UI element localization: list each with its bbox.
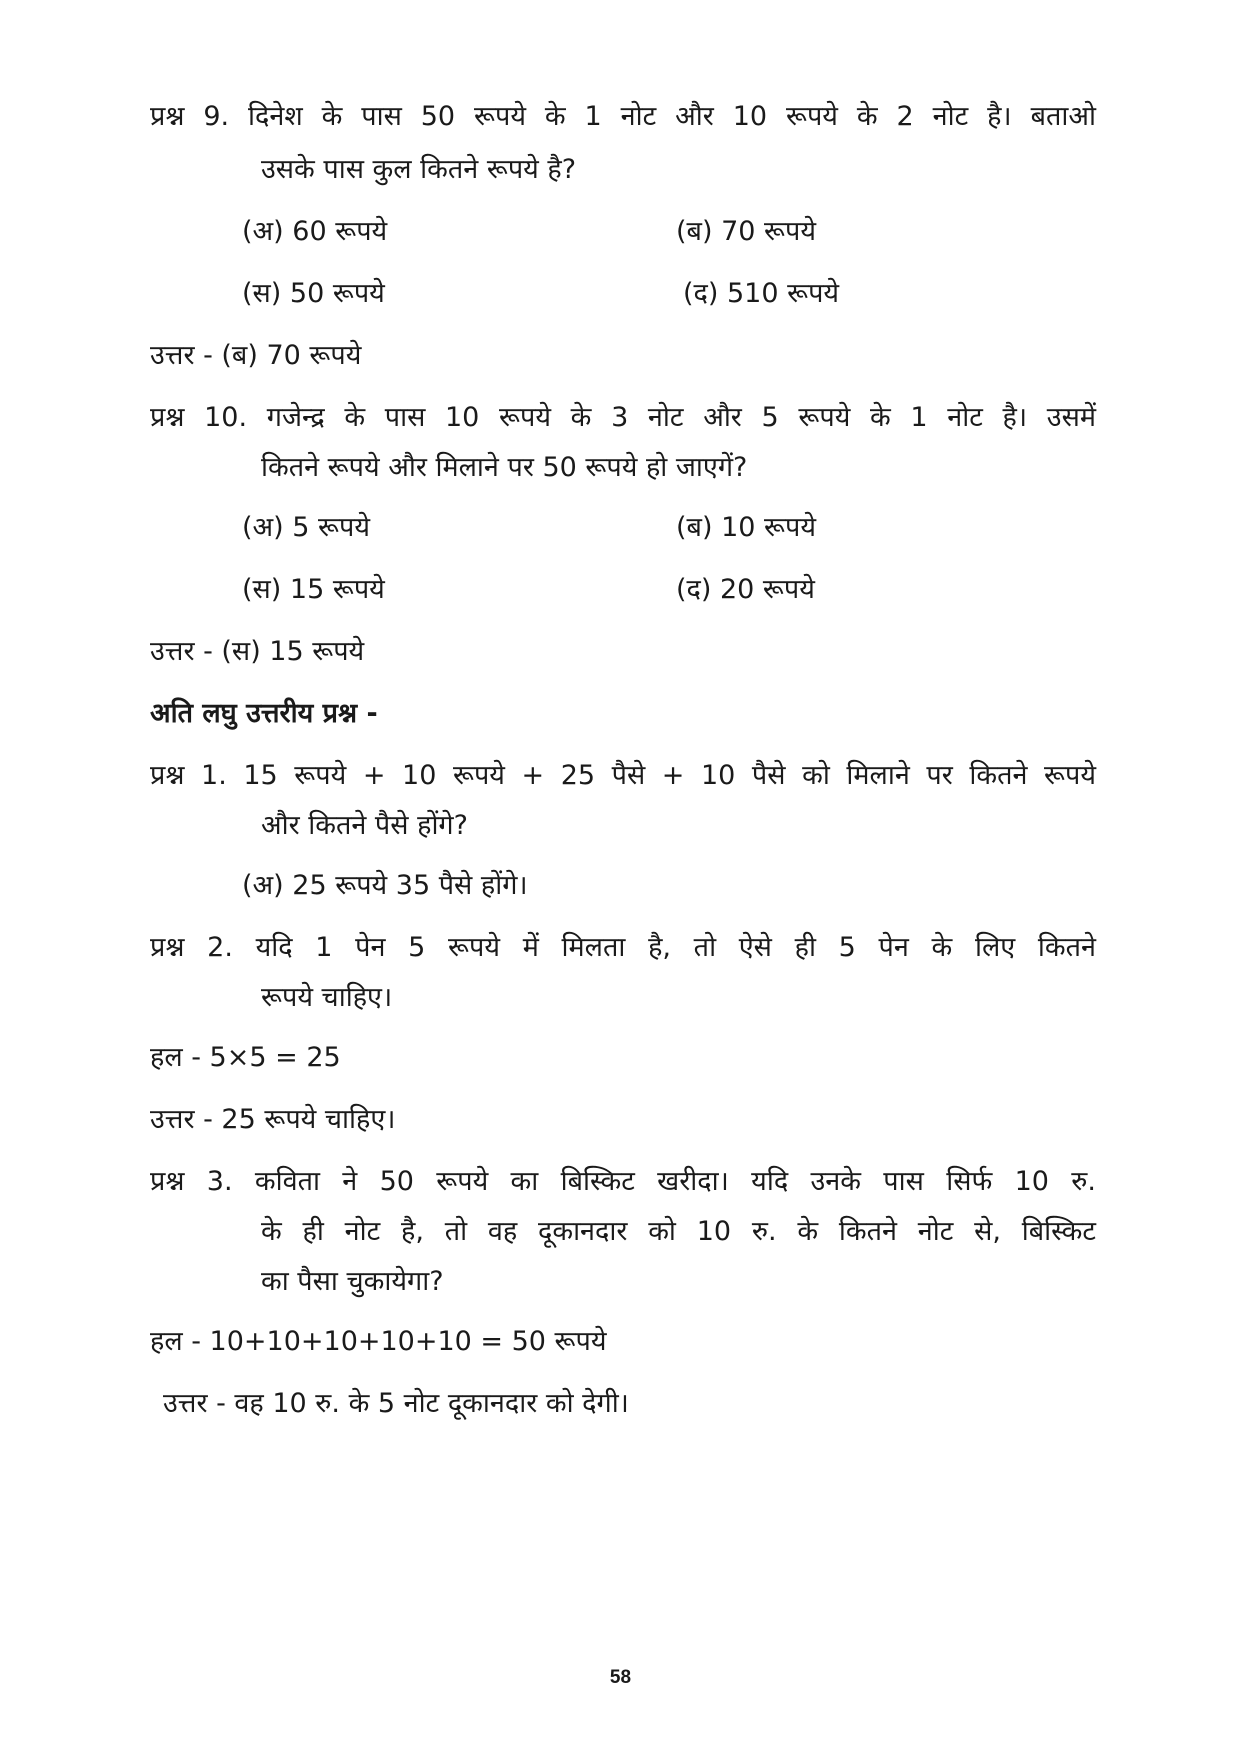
question-9-option-d: (द) 510 रूपये	[683, 278, 840, 309]
page-number: 58	[609, 1667, 632, 1688]
short-question-3-line-1: प्रश्न 3. कविता ने 50 रूपये का बिस्किट खरीदा। यदि उनके पास सिर्फ 10 रु.	[150, 1166, 1096, 1197]
question-10-option-d: (द) 20 रूपये	[676, 574, 815, 605]
question-9-answer: उत्तर - (ब) 70 रूपये	[150, 340, 362, 371]
short-question-1-answer: (अ) 25 रूपये 35 पैसे होंगे।	[242, 870, 528, 901]
short-question-3-line-2: के ही नोट है, तो वह दूकानदार को 10 रु. के कितने नोट से, बिस्किट	[261, 1216, 1096, 1247]
short-question-2-line-2: रूपये चाहिए।	[261, 982, 393, 1013]
question-9-option-a: (अ) 60 रूपये	[242, 216, 388, 247]
question-10-line-2: कितने रूपये और मिलाने पर 50 रूपये हो जाएगें?	[261, 452, 748, 483]
short-question-3-line-3: का पैसा चुकायेगा?	[261, 1266, 444, 1297]
short-question-3-answer: उत्तर - वह 10 रु. के 5 नोट दूकानदार को देगी।	[163, 1388, 629, 1419]
question-9-line-1: प्रश्न 9. दिनेश के पास 50 रूपये के 1 नोट और 10 रूपये के 2 नोट है। बताओ	[150, 101, 1096, 132]
question-10-line-1: प्रश्न 10. गजेन्द्र के पास 10 रूपये के 3 नोट और 5 रूपये के 1 नोट है। उसमें	[150, 402, 1096, 433]
question-10-option-c: (स) 15 रूपये	[242, 574, 385, 605]
question-9-option-b: (ब) 70 रूपये	[676, 216, 816, 247]
short-question-1-line-2: और कितने पैसे होंगे?	[261, 810, 468, 841]
question-9-line-2: उसके पास कुल कितने रूपये है?	[261, 154, 577, 185]
question-10-answer: उत्तर - (स) 15 रूपये	[150, 636, 365, 667]
question-9-option-c: (स) 50 रूपये	[242, 278, 385, 309]
short-question-3-solution: हल - 10+10+10+10+10 = 50 रूपये	[150, 1326, 607, 1357]
short-question-2-answer: उत्तर - 25 रूपये चाहिए।	[150, 1104, 396, 1135]
question-10-option-a: (अ) 5 रूपये	[242, 512, 371, 543]
question-10-option-b: (ब) 10 रूपये	[676, 512, 816, 543]
short-question-1-line-1: प्रश्न 1. 15 रूपये + 10 रूपये + 25 पैसे + 10 पैसे को मिलाने पर कितने रूपये	[150, 760, 1096, 791]
short-question-2-solution: हल - 5×5 = 25	[150, 1042, 341, 1073]
short-question-2-line-1: प्रश्न 2. यदि 1 पेन 5 रूपये में मिलता है, तो ऐसे ही 5 पेन के लिए कितने	[150, 932, 1096, 963]
section-heading: अति लघु उत्तरीय प्रश्न -	[150, 698, 378, 729]
